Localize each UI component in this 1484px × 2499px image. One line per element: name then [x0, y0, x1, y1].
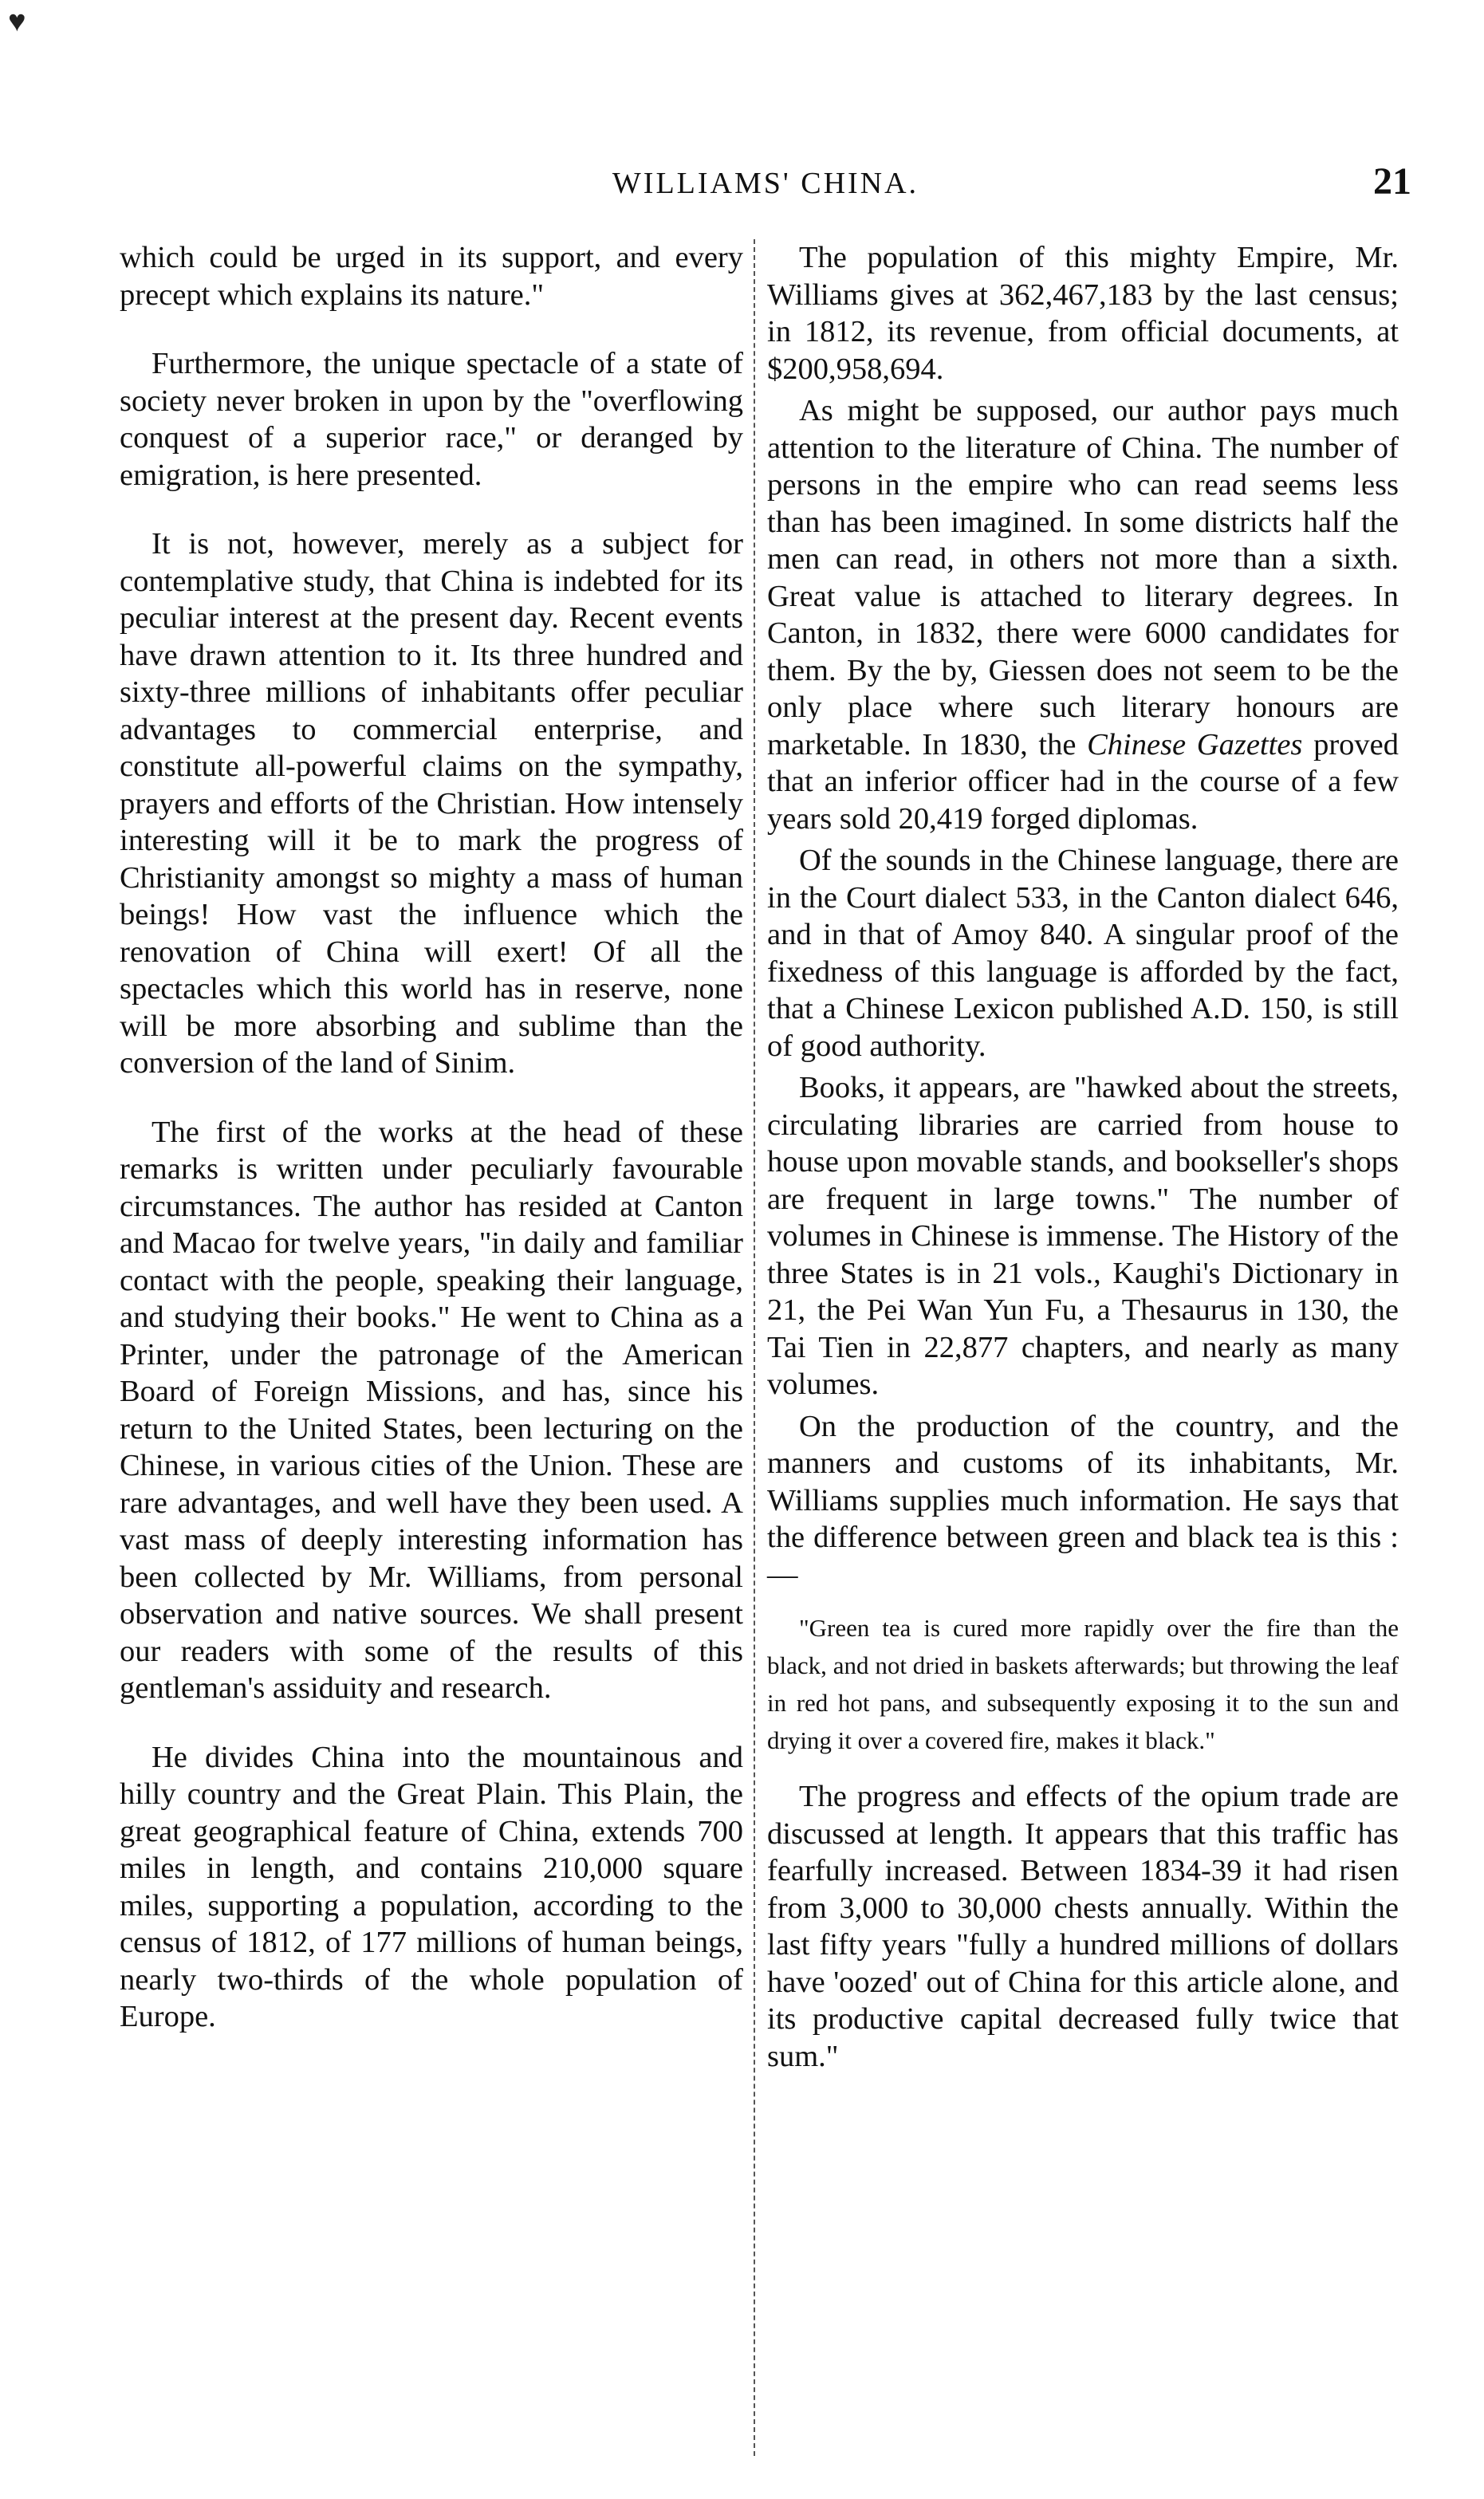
right-paragraph-3: Of the sounds in the Chinese language, there are in the Court dialect 533, in the Canton dialect 646, and in that of Amoy 840. A singular proof of the fixedness of this language is afforded by the fact, that a Chinese Lexicon published A.D. 150, is still of good authority.: [767, 844, 1399, 1063]
left-paragraph-2: Furthermore, the unique spectacle of a state of society never broken in upon by the "overflowing conquest of a superior race," or deranged by emigration, is here presented.: [120, 347, 743, 492]
corner-blot-mark: ♥: [8, 5, 26, 38]
left-paragraph-5: He divides China into the mountainous and hilly country and the Great Plain. This Plain, the great geographical feature of China, extends 700 miles in length, and contains 210,000 square miles, supporting a population, according to the census of 1812, of 177 millions of human beings, nearly two-thirds of the whole population of Europe.: [120, 1740, 743, 2033]
left-paragraph-3: It is not, however, merely as a subject for contemplative study, that China is indebted for its peculiar interest at the present day. Recent events have drawn attention to it. Its three hundred and sixty-three millions of inhabitants offer peculiar advantages to commercial enterprise, and constitute all-powerful claims on the sympathy, prayers and efforts of the Christian. How intensely interesting will it be to mark the progress of Christianity amongst so mighty a mass of human beings! How vast the influence which the renovation of China will exert! Of all the spectacles which this world has in reserve, none will be more absorbing and sublime than the conversion of the land of Sinim.: [120, 527, 743, 1080]
running-title: WILLIAMS' CHINA.: [612, 167, 919, 200]
left-column: [120, 239, 743, 2036]
column-divider: [754, 239, 755, 2456]
right-paragraph-2: [767, 392, 1399, 837]
right-paragraph-6: The progress and effects of the opium trade are discussed at length. It appears that this traffic has fearfully increased. Between 1834-39 it had risen from 3,000 to 30,000 chests annually. Within the last fifty years "fully a hundred millions of dollars have 'oozed' out of China for this article alone, and its productive capital decreased fully twice that sum.": [767, 1780, 1399, 2073]
tea-quotation: [767, 1609, 1399, 1759]
chinese-gazettes-title: Chinese Gazettes: [1087, 727, 1303, 762]
right-column: [767, 239, 1399, 2075]
left-paragraph-4: The first of the works at the head of these remarks is written under peculiarly favourable circumstances. The author has resided at Canton and Macao for twelve years, "in daily and familiar contact with the people, speaking their language, and studying their books." He went to China as a Printer, under the patronage of the American Board of Foreign Missions, and has, since his return to the United States, been lecturing on the Chinese, in various cities of the Union. These are rare advantages, and well have they been used. A vast mass of deeply interesting information has been collected by Mr. Williams, from personal observation and native sources. We shall present our readers with some of the results of this gentleman's assiduity and research.: [120, 1115, 743, 1705]
right-paragraph-4: Books, it appears, are "hawked about the streets, circulating libraries are carried from house to house upon movable stands, and bookseller's shops are frequent in large towns." The number of volumes in Chinese is immense. The History of the three States is in 21 vols., Kaughi's Dictionary in 21, the Pei Wan Yun Fu, a Thesaurus in 130, the Tai Tien in 22,877 chapters, and nearly as many volumes.: [767, 1071, 1399, 1401]
left-paragraph-1: which could be urged in its support, and every precept which explains its nature.": [120, 241, 743, 312]
right-paragraph-2-part-a: As might be supposed, our author pays much attention to the literature of China. The number of persons in the empire who can read seems less than has been imagined. In some districts half the men can read, in others not more than a sixth. Great value is attached to literary degrees. In Canton, in 1832, there were 6000 candidates for them. By the by, Giessen does not seem to be the only place where such literary honours are marketable. In 1830, the: [767, 394, 1399, 762]
running-head: [120, 159, 1411, 207]
right-paragraph-1: The population of this mighty Empire, Mr. Williams gives at 362,467,183 by the last census; in 1812, its revenue, from official documents, at $200,958,694.: [767, 241, 1399, 386]
right-paragraph-5: On the production of the country, and the manners and customs of its inhabitants, Mr. Williams supplies much information. He says that the difference between green and black tea is this :—: [767, 1409, 1399, 1592]
right-paragraph-2-part-b: proved that an inferior officer had in the course of a few years sold 20,419 forged diplomas.: [767, 727, 1399, 836]
page-number: 21: [1373, 160, 1411, 203]
tea-quotation-text: "Green tea is cured more rapidly over the fire than the black, and not dried in baskets afterwards; but throwing the leaf in red hot pans, and subsequently exposing it to the sun and drying it over a covered fire, makes it black.": [767, 1614, 1399, 1754]
